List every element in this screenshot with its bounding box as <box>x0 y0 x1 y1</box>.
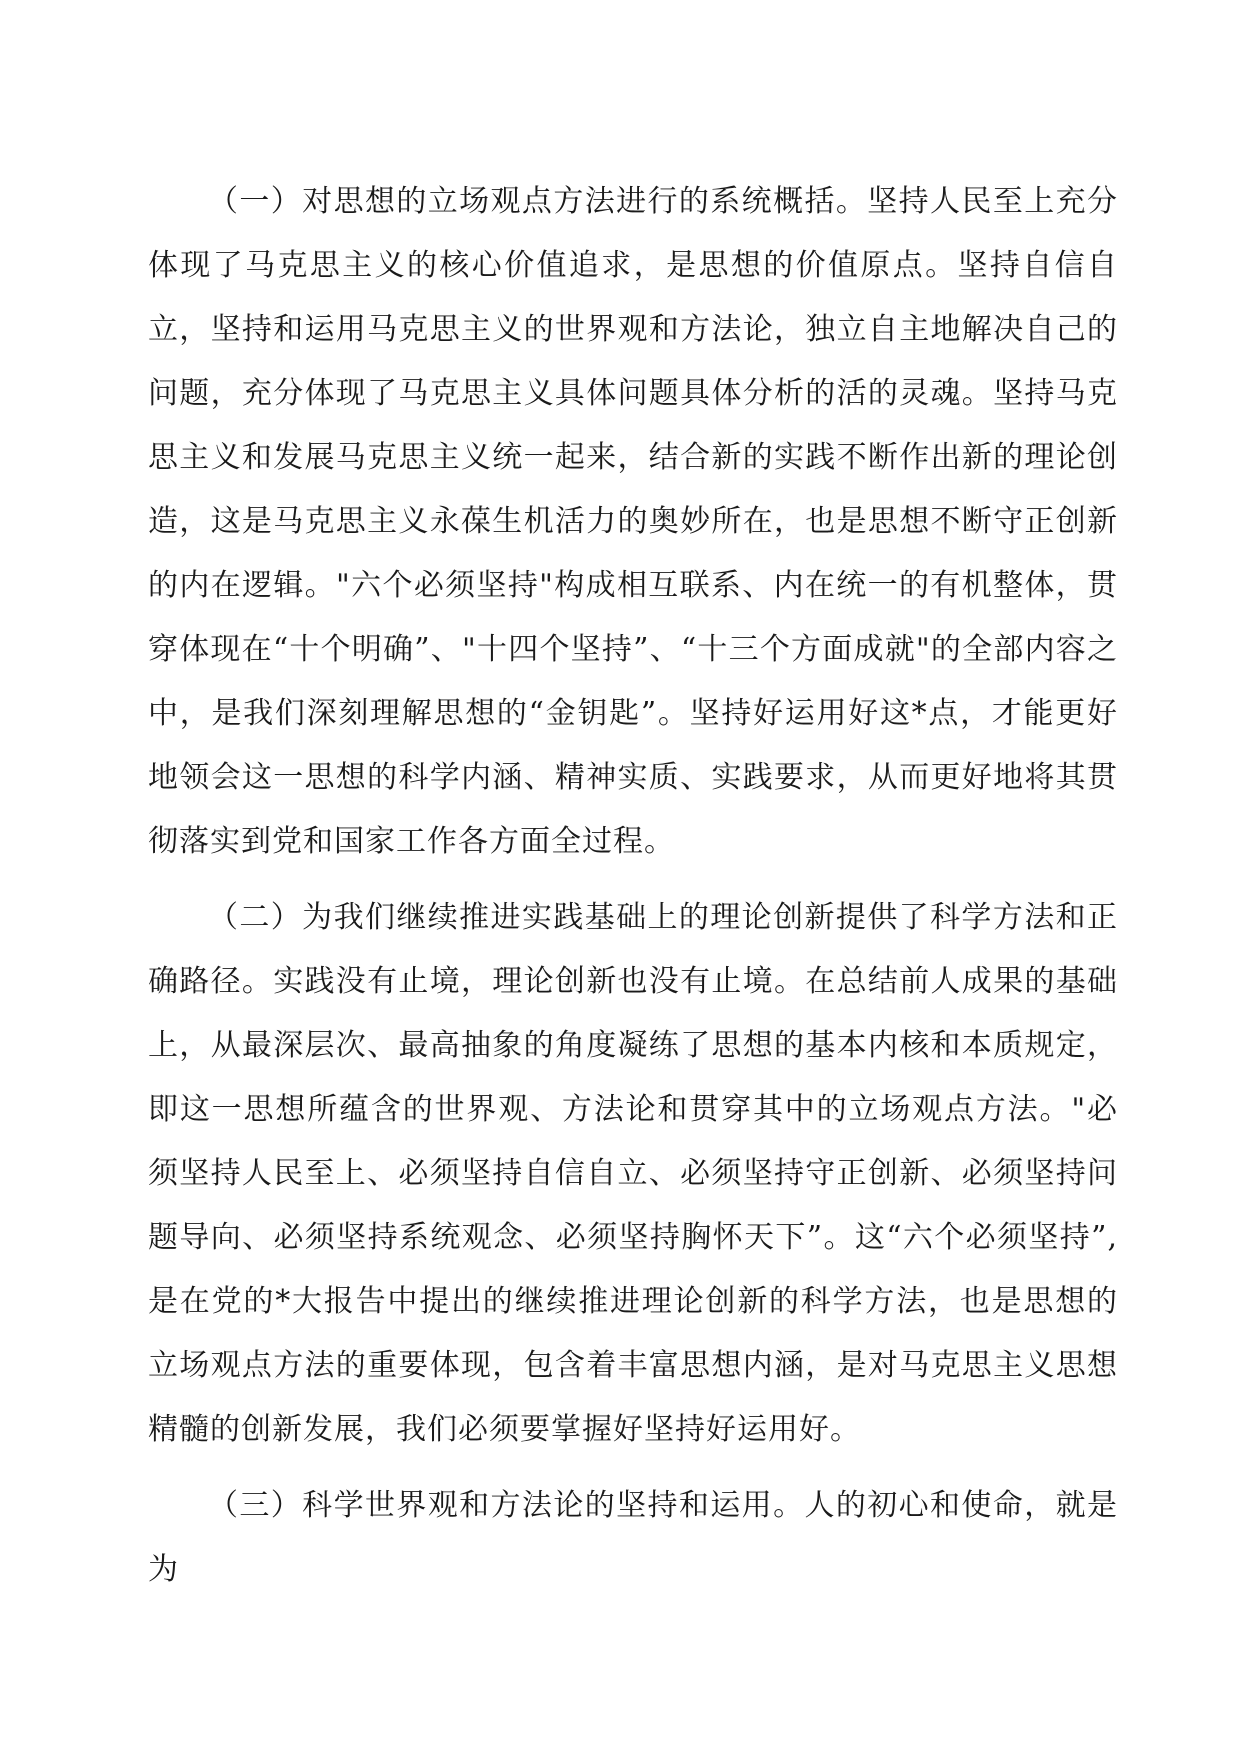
paragraph-2: （二）为我们继续推进实践基础上的理论创新提供了科学方法和正确路径。实践没有止境，理论创新也没有止境。在总结前人成果的基础上，从最深层次、最高抽象的角度凝练了思想的基本内核和本质规定，即这一思想所蕴含的世界观、方法论和贯穿其中的立场观点方法。"必须坚持人民至上、必须坚持自信自立、必须坚持守正创新、必须坚持问题导向、必须坚持系统观念、必须坚持胸怀天下”。这“六个必须坚持”,是在党的*大报告中提出的继续推进理论创新的科学方法，也是思想的立场观点方法的重要体现，包含着丰富思想内涵，是对马克思主义思想精髓的创新发展，我们必须要掌握好坚持好运用好。 <box>148 900 1118 1447</box>
paragraph-3: （三）科学世界观和方法论的坚持和运用。人的初心和使命，就是为 <box>148 1488 1118 1587</box>
paragraph-1: （一）对思想的立场观点方法进行的系统概括。坚持人民至上充分体现了马克思主义的核心价值追求，是思想的价值原点。坚持自信自立，坚持和运用马克思主义的世界观和方法论，独立自主地解决自己的问题，充分体现了马克思主义具体问题具体分析的活的灵魂。坚持马克思主义和发展马克思主义统一起来，结合新的实践不断作出新的理论创造，这是马克思主义永葆生机活力的奥妙所在，也是思想不断守正创新的内在逻辑。"六个必须坚持"构成相互联系、内在统一的有机整体，贯穿体现在“十个明确”、"十四个坚持”、“十三个方面成就"的全部内容之中，是我们深刻理解思想的“金钥匙”。坚持好运用好这*点，才能更好地领会这一思想的科学内涵、精神实质、实践要求，从而更好地将其贯彻落实到党和国家工作各方面全过程。 <box>148 184 1118 859</box>
document-body <box>148 170 1118 1602</box>
